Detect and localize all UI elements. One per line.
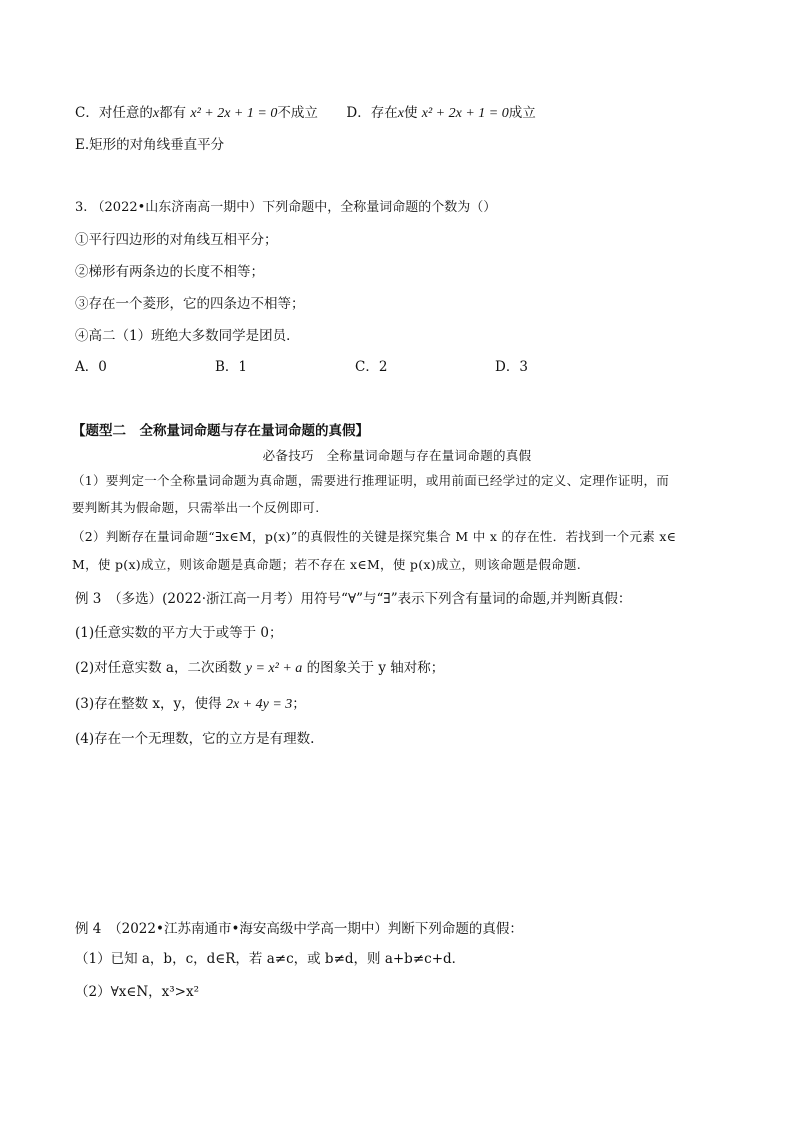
ex3-item-3: (3)存在整数 x，y，使得 2x + 4y = 3； bbox=[75, 696, 306, 712]
option-c-d-line bbox=[75, 104, 536, 123]
q3-choice-b: B．1 bbox=[215, 359, 248, 375]
section-heading: 【题型二 全称量词命题与存在量词命题的真假】 bbox=[72, 423, 369, 439]
q3-choice-d: D．3 bbox=[495, 359, 528, 375]
option-d: D．存在x使 x² + 2x + 1 = 0成立 bbox=[346, 105, 536, 121]
q3-choice-a: A．0 bbox=[75, 359, 107, 375]
ex3-item-2: (2)对任意实数 a，二次函数 y = x² + a 的图象关于 y 轴对称； bbox=[75, 660, 445, 676]
technique-p2-line1: （2）判断存在量词命题“∃x∈M，p(x)”的真假性的关键是探究集合 M 中 x 的存在性．若找到一个元素 x∈ bbox=[72, 529, 677, 544]
technique-p2-line2: M，使 p(x)成立，则该命题是真命题；若不存在 x∈M，使 p(x)成立，则该命题是假命题. bbox=[72, 557, 582, 572]
q3-item-1: ①平行四边形的对角线互相平分； bbox=[75, 232, 278, 248]
example-4-stem: 例 4 （2022•江苏南通市•海安高级中学高一期中）判断下列命题的真假： bbox=[75, 921, 523, 937]
q3-choice-c: C．2 bbox=[355, 359, 388, 375]
technique-p1-line1: （1）要判定一个全称量词命题为真命题，需要进行推理证明，或用前面已经学过的定义、定理作证明，而 bbox=[72, 473, 670, 488]
ex4-item-2: （2）∀x∈N，x³>x² bbox=[75, 984, 200, 1000]
option-e: E.矩形的对角线垂直平分 bbox=[75, 137, 225, 153]
q3-item-3: ③存在一个菱形，它的四条边不相等； bbox=[75, 296, 305, 312]
q3-choices bbox=[75, 358, 635, 376]
example-3-stem: 例 3 （多选）(2022·浙江高一月考）用符号“∀”与“∃”表示下列含有量词的命题,并判断真假： bbox=[75, 591, 632, 607]
option-c: C．对任意的x都有 x² + 2x + 1 = 0不成立 bbox=[75, 105, 318, 121]
technique-p1-line2: 要判断其为假命题，只需举出一个反例即可. bbox=[72, 500, 320, 515]
ex3-item-4: (4)存在一个无理数，它的立方是有理数. bbox=[75, 731, 315, 747]
technique-title: 必备技巧 全称量词命题与存在量词命题的真假 bbox=[262, 448, 532, 463]
q3-item-4: ④高二（1）班绝大多数同学是团员． bbox=[75, 328, 300, 344]
ex4-item-1: （1）已知 a，b，c，d∈R，若 a≠c，或 b≠d，则 a+b≠c+d． bbox=[75, 951, 466, 967]
ex3-item-1: (1)任意实数的平方大于或等于 0； bbox=[75, 625, 283, 641]
question-3-stem: 3. （2022•山东济南高一期中）下列命题中，全称量词命题的个数为（） bbox=[75, 200, 497, 215]
q3-item-2: ②梯形有两条边的长度不相等； bbox=[75, 264, 264, 280]
